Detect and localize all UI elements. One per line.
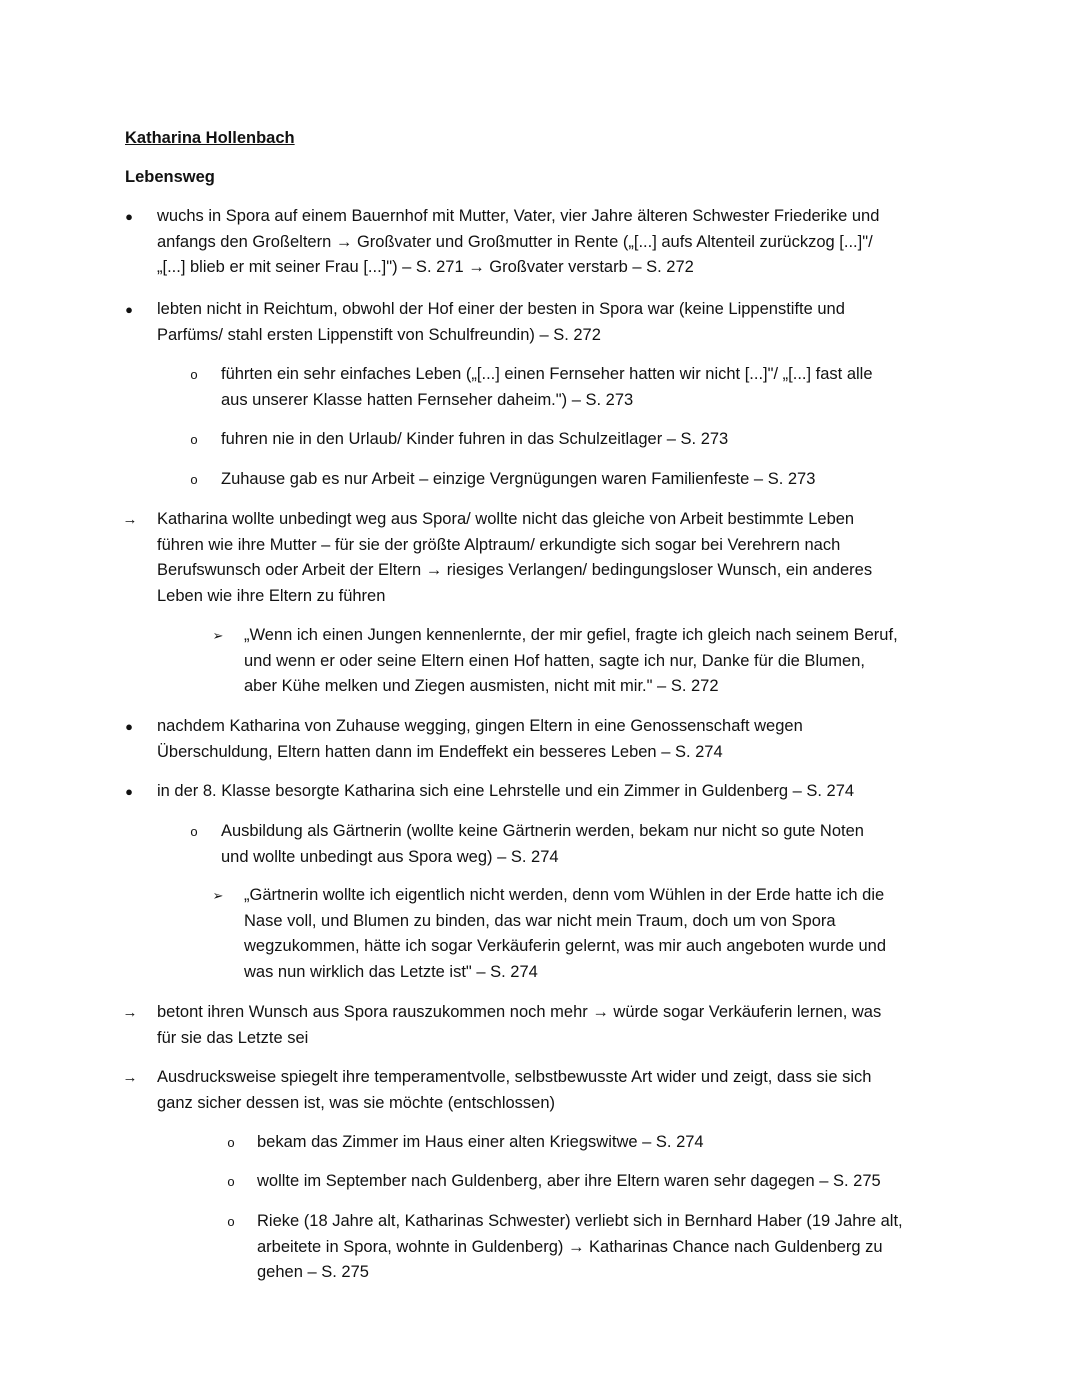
text-line: wuchs in Spora auf einem Bauernhof mit Mutter, Vater, vier Jahre älteren Schwester Friederike und	[157, 207, 880, 225]
text-line: „Wenn ich einen Jungen kennenlernte, der mir gefiel, fragte ich gleich nach seinem Beruf,	[244, 626, 898, 644]
circle-bullet-icon: o	[227, 1174, 235, 1189]
circle-bullet-icon: o	[190, 824, 198, 839]
text-line: fuhren nie in den Urlaub/ Kinder fuhren in das Schulzeitlager – S. 273	[221, 430, 729, 448]
circle-bullet-icon: o	[227, 1135, 235, 1150]
text-line: arbeitete in Spora, wohnte in Guldenberg) → Katharinas Chance nach Guldenberg zu	[257, 1237, 883, 1256]
text-line: Leben wie ihre Eltern zu führen	[157, 586, 386, 605]
text-line: wegzukommen, hätte ich sogar Verkäuferin gelernt, was mir auch angeboten wurde und	[244, 937, 887, 955]
circle-bullet-icon: o	[190, 432, 198, 447]
bullet-icon: ●	[125, 784, 133, 799]
text-line: wollte im September nach Guldenberg, aber ihre Eltern waren sehr dagegen – S. 275	[257, 1172, 881, 1190]
list-item-text	[157, 204, 952, 281]
text-line: bekam das Zimmer im Haus einer alten Kriegswitwe – S. 274	[257, 1133, 704, 1151]
circle-bullet-icon: o	[190, 472, 198, 487]
text-line: lebten nicht in Reichtum, obwohl der Hof einer der besten in Spora war (keine Lippenstifte und	[157, 300, 845, 318]
text-line: Zuhause gab es nur Arbeit – einzige Vergnügungen waren Familienfeste – S. 273	[221, 470, 816, 488]
arrow-right-icon: →	[122, 1004, 138, 1021]
list-item-text	[157, 297, 952, 348]
arrow-bullet-icon: ➢	[212, 628, 224, 643]
text-line: und wollte unbedingt aus Spora weg) – S. 274	[221, 847, 559, 866]
text-line: was nun wirklich das Letzte ist" – S. 274	[244, 962, 538, 981]
list-item-text	[257, 1169, 952, 1195]
text-line: in der 8. Klasse besorgte Katharina sich eine Lehrstelle und ein Zimmer in Guldenberg – S. 274	[157, 782, 855, 800]
circle-bullet-icon: o	[190, 367, 198, 382]
text-line: „Gärtnerin wollte ich eigentlich nicht werden, denn vom Wühlen in der Erde hatte ich die	[244, 886, 885, 904]
list-item-text	[221, 427, 952, 453]
document-title: Katharina Hollenbach	[125, 129, 295, 147]
list-item-text	[244, 883, 952, 985]
text-line: Berufswunsch oder Arbeit der Eltern → riesiges Verlangen/ bedingungsloser Wunsch, ein anderes	[157, 561, 873, 579]
list-item-text	[157, 779, 952, 805]
list-item-text	[157, 714, 952, 765]
text-line: führten ein sehr einfaches Leben („[...] einen Fernseher hatten wir nicht [...]"/ „[...] fast alle	[221, 365, 873, 383]
arrow-bullet-icon: ➢	[212, 888, 224, 903]
list-item-text	[221, 362, 952, 413]
text-line: nachdem Katharina von Zuhause wegging, gingen Eltern in eine Genossenschaft wegen	[157, 717, 803, 735]
circle-bullet-icon: o	[227, 1214, 235, 1229]
text-line: Überschuldung, Eltern hatten dann im Endeffekt ein besseres Leben – S. 274	[157, 742, 723, 761]
text-line: aus unserer Klasse hatten Fernseher daheim.") – S. 273	[221, 390, 634, 409]
list-item-text	[157, 1065, 952, 1116]
section-heading: Lebensweg	[125, 168, 215, 186]
text-line: anfangs den Großeltern → Großvater und Großmutter in Rente („[...] aufs Altenteil zurückzog [...]"/	[157, 232, 873, 251]
text-line: Parfüms/ stahl ersten Lippenstift von Schulfreundin) – S. 272	[157, 325, 601, 344]
text-line: und wenn er oder seine Eltern einen Hof hatten, sagte ich nur, Danke für die Blumen,	[244, 651, 865, 670]
text-line: Rieke (18 Jahre alt, Katharinas Schwester) verliebt sich in Bernhard Haber (19 Jahre alt,	[257, 1212, 903, 1230]
bullet-icon: ●	[125, 209, 133, 224]
text-line: Katharina wollte unbedingt weg aus Spora/ wollte nicht das gleiche von Arbeit bestimmte Leben	[157, 510, 855, 528]
text-line: für sie das Letzte sei	[157, 1028, 309, 1047]
list-item-text	[157, 1000, 952, 1051]
arrow-right-icon: →	[122, 1069, 138, 1086]
list-item-text	[257, 1209, 952, 1286]
bullet-icon: ●	[125, 302, 133, 317]
text-line: betont ihren Wunsch aus Spora rauszukommen noch mehr → würde sogar Verkäuferin lernen, was	[157, 1003, 882, 1021]
text-line: Nase voll, und Blumen zu binden, das war nicht mein Traum, doch um von Spora	[244, 911, 836, 930]
bullet-icon: ●	[125, 719, 133, 734]
text-line: Ausdrucksweise spiegelt ihre temperamentvolle, selbstbewusste Art wider und zeigt, dass sie sich	[157, 1068, 872, 1086]
text-line: gehen – S. 275	[257, 1263, 369, 1281]
list-item-text	[157, 507, 952, 609]
arrow-right-icon: →	[122, 511, 138, 528]
list-item-text	[257, 1130, 952, 1156]
list-item-text	[221, 819, 952, 870]
list-item-text	[244, 623, 952, 700]
text-line: Ausbildung als Gärtnerin (wollte keine Gärtnerin werden, bekam nur nicht so gute Noten	[221, 822, 864, 840]
text-line: „[...] blieb er mit seiner Frau [...]") – S. 271 → Großvater verstarb – S. 272	[157, 258, 694, 276]
text-line: aber Kühe melken und Ziegen ausmisten, nicht mit mir." – S. 272	[244, 677, 719, 695]
text-line: führen wie ihre Mutter – für sie der größte Alptraum/ erkundigte sich sogar bei Verehrern nach	[157, 535, 841, 554]
list-item-text	[221, 467, 952, 493]
text-line: ganz sicher dessen ist, was sie möchte (entschlossen)	[157, 1093, 556, 1112]
